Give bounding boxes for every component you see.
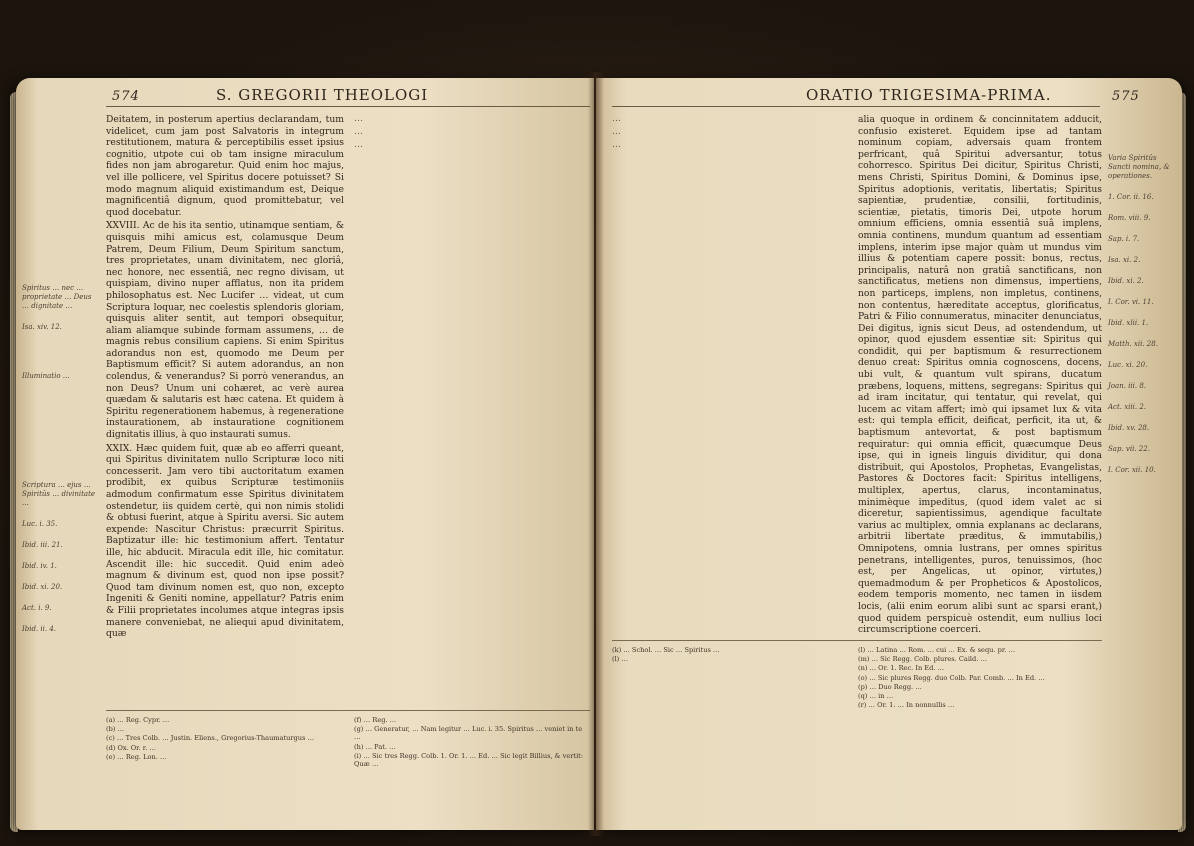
footnote: (g) … Generatur, … Nam legitur … Luc. i. 35. Spiritus … veniet in te … <box>354 725 583 742</box>
side-note: Luc. xi. 20. <box>1108 361 1148 369</box>
footnote: (q) … in … <box>858 692 894 701</box>
footnote: (h) … Pat. … <box>354 742 396 751</box>
side-note: Ibid. xlii. 1. <box>1108 319 1149 327</box>
side-note: Act. i. 9. <box>22 604 52 612</box>
side-note: Scriptura … ejus … Spiritûs … divinitate … <box>22 481 96 507</box>
right-running-head: ORATIO TRIGESIMA-PRIMA. <box>806 86 1052 104</box>
right-page-number: 575 <box>1112 89 1140 104</box>
footnote: (n) … Or. 1. Rec. In Ed. … <box>858 664 945 673</box>
footnote: (l) … <box>612 655 628 664</box>
footnote: (e) … Reg. Lon. … <box>106 752 167 761</box>
side-note: Spiritus … nec … proprietate … Deus … dignitate … <box>22 284 92 310</box>
left-page-number: 574 <box>112 89 140 104</box>
side-note: Ibid. iii. 21. <box>22 541 63 549</box>
greek-paragraph: … <box>612 140 624 151</box>
latin-paragraph: alia quoque in ordinem & concinnitatem adducit, confusio existeret. Equidem ipse ad tantam nominum copiam, adversais quam frontem perfricant, quâ Spiritui adversantur, totus cohorresco. Spiritus Dei dicitur, Spiritus Christi, mens Christi, Spiritus Domini, & Dominus ipse, Spiritus adoptionis, veritatis, libertatis; Spiritus sapientiæ, prudentiæ, consilii, fortitudinis, scientiæ, pietatis, timoris Dei, utpote horum omnium efficiens, omnia essentiâ suâ implens, omnia continens, mundum quantum ad essentiam implens, interim ipse major quàm ut mundus vim illius & potentiam capere possit: bonus, rectus, principalis, naturâ non gratiâ sanctificans, non sanctificatus, metiens non dimensus, impertiens, non particeps, implens, non impletus, continens, non contentus, hæreditate acceptus, glorificatus, Patri & Filio connumeratus, minaciter denunciatus, Dei digitus, ignis sicut Deus, ad ostendendum, ut opinor, quod ejusdem essentiæ sit: Spiritus qui condidit, qui per baptismum & resurrectionem denuo creat: Spiritus omnia cognoscens, docens, ubi vult, & quantum vult spirans, ducatum præbens, loquens, mittens, segregans: Spiritus qui ad iram incitatur, qui tentatur, qui revelat, qui lucem ac vitam affert; imò qui ipsamet lux & vita est: qui templa efficit, deificat, perficit, ita ut, & baptismum antevortat, & post baptismum requiratur: qui omnia efficit, quæcumque Deus ipse, qui in igneis linguis dividitur, qui dona distribuit, qui Apostolos, Prophetas, Evangelistas, Pastores & Doctores facit: Spiritus intelligens, multiplex, apertus, clarus, incontaminatus, minimèque impeditus, (quod idem valet ac si diceretur, sapientissimus, agendique facultate varius ac multiplex, omnia explanans ac declarans, arbitrii libertate præditus, & immutabilis,) Omnipotens, omnia lustrans, per omnes spiritus penetrans, intelligentes, puros, tenuissimos, (hoc est, per Angelicas, ut opinor, virtutes,) quemadmodum & per Propheticos & Apostolicos, eodem temporis momento, nec tamen in iisdem locis, (alii enim eorum alibi sunt ac sparsi erant,) quod quidem perspicuè ostendit, eum nullius loci circumscriptione coerceri. <box>858 114 1102 636</box>
latin-paragraph: XXIX. Hæc quidem fuit, quæ ab eo afferri queant, qui Spiritus divinitatem nullo Scripturæ loco niti concesserit. Jam vero tibi auctoritatum examen prodibit, ex quibus Scripturæ testimoniis admodum confirmatum esse Spiritus divinitatem ostendetur, iis quidem certè, qui non nimis stolidi & obtusi fuerint, atque à Spiritu aversi. Sic autem expende: Nascitur Christus: præcurrit Spiritus. Baptizatur ille: hic testimonium affert. Tentatur ille, hic abducit. Miracula edit ille, hic comitatur. Ascendit ille: hic succedit. Quid enim adeò magnum & divinum est, quod non ipse possit? Quod tam divinum nomen est, quo non, excepto Ingeniti & Geniti nomine, appellatur? Patris enim & Filii proprietates incolumes atque integras ipsis manere conveniebat, ne aliequi apud divinitatem, quæ <box>106 442 344 640</box>
footnote: (o) … Sic plures Regg. duo Colb. Par. Comb. … In Ed. … <box>858 673 1045 682</box>
greek-paragraph: … <box>354 127 366 138</box>
side-note: Act. xiii. 2. <box>1108 403 1147 411</box>
side-note: Varia Spiritûs Sancti nomina, & operationes. <box>1108 154 1170 180</box>
side-note: I. Cor. xii. 10. <box>1108 466 1156 474</box>
footnote: (i) … Sic tres Regg. Colb. 1. Or. 1. … Ed. … Sic legit Billius, & vertit: Quæ … <box>354 751 584 769</box>
greek-paragraph: … <box>354 114 366 124</box>
side-note: Matth. xii. 28. <box>1108 340 1158 348</box>
left-page <box>16 78 594 830</box>
right-footnotes-b <box>858 646 1102 710</box>
side-note: Joan. iii. 8. <box>1108 382 1146 390</box>
side-note: Sap. vii. 22. <box>1108 445 1150 453</box>
left-header-rule <box>106 106 590 107</box>
latin-paragraph: XXVIII. Ac de his ita sentio, utinamque sentiam, & quisquis mihi amicus est, colamusque Deum Patrem, Deum Filium, Deum Spiritum sanctum, tres proprietates, unam divinitatem, nec gloriâ, nec honore, nec essentiâ, nec regno divisam, ut quispiam, divino nuper afflatus, non ita pridem philosophatus est. Nec Lucifer … videat, ut cum Scriptura loquar, nec coelestis splendoris gloriam, quisquis aliter sentit, aut tempori obsequitur, aliam aliamque subinde formam assumens, … de magnis rebus consilium capiens. Si enim Spiritus adorandus non est, quomodo me Deum per Baptismum efficit? Si autem adorandus, an non colendus, & venerandus? Si porrò venerandus, an non Deus? Unum uni cohæret, ac verè aurea quædam & salutaris est hæc catena. Et quidem à Spiritu regenerationem habemus, à regeneratione instaurationem, ab instauratione cognitionem dignitatis illius, à quo instaurati sumus. <box>106 220 344 441</box>
latin-paragraph: Deitatem, in posterum apertius declarandam, tum videlicet, cum jam post Salvatoris in integrum restitutionem, matura & perceptibilis esset ipsius cognitio, utpote cui ob tam insigne miraculum fides non jam abrogaretur. Quid enim hoc majus, vel ille pollicere, vel Spiritus docere potuisset? Si modo magnum aliquid existimandum est, Deique magnificentiâ dignum, quod promittebatur, vel quod docebatur. <box>106 114 344 218</box>
footnote: (l) … Latina … Rom. … cui … Ex. & sequ. pr. … <box>858 646 1016 654</box>
left-greek-column <box>354 114 590 154</box>
right-greek-column <box>612 114 846 154</box>
right-side-notes <box>1108 114 1178 487</box>
greek-paragraph: … <box>354 140 366 151</box>
side-note: Ibid. iv. 1. <box>22 562 57 570</box>
side-note: Sap. i. 7. <box>1108 235 1140 243</box>
footnote: (p) … Duo Regg. … <box>858 682 922 691</box>
side-note: Isa. xi. 2. <box>1108 256 1141 264</box>
right-footnotes-a <box>612 646 848 664</box>
side-note: Ibid. xi. 2. <box>1108 277 1144 285</box>
footnote: (f) … Reg. … <box>354 716 397 724</box>
footnote: (c) … Tres Colb. … Justin. Eliens., Gregorius-Thaumaturgus … <box>106 734 315 743</box>
right-latin-column <box>858 114 1102 638</box>
footnote: (d) Ox. Or. r. … <box>106 743 157 752</box>
side-note: I. Cor. vi. 11. <box>1108 298 1154 306</box>
right-footnote-rule <box>612 640 1102 641</box>
left-footnotes-b <box>354 716 590 769</box>
footnote: (b) … <box>106 725 125 734</box>
side-note: Illuminatio … <box>22 372 70 380</box>
side-note: Ibid. xi. 20. <box>22 583 63 591</box>
side-note: Rom. viii. 9. <box>1108 214 1151 222</box>
side-note: Isa. xiv. 12. <box>22 323 62 331</box>
side-note: Luc. i. 35. <box>22 520 58 528</box>
left-footnotes-a <box>106 716 342 762</box>
footnote: (r) … Or. 1. … In nonnullis … <box>858 701 955 710</box>
right-header-rule <box>612 106 1100 107</box>
footnote: (m) … Sic Regg. Colb. plures. Caild. … <box>858 655 988 664</box>
side-note: Ibid. xv. 28. <box>1108 424 1150 432</box>
side-note: Ibid. ii. 4. <box>22 625 57 633</box>
left-footnote-rule <box>106 710 590 711</box>
greek-paragraph: … <box>612 127 624 138</box>
book-gutter <box>588 72 604 836</box>
left-running-head: S. GREGORII THEOLOGI <box>216 86 429 104</box>
left-side-notes <box>22 114 98 646</box>
greek-paragraph: … <box>612 114 624 124</box>
right-page <box>596 78 1182 830</box>
side-note: 1. Cor. ii. 16. <box>1108 193 1154 201</box>
footnote: (k) … Schol. … Sic … Spiritus … <box>612 646 720 654</box>
footnote: (a) … Reg. Cypr. … <box>106 716 170 724</box>
left-latin-column <box>106 114 344 642</box>
